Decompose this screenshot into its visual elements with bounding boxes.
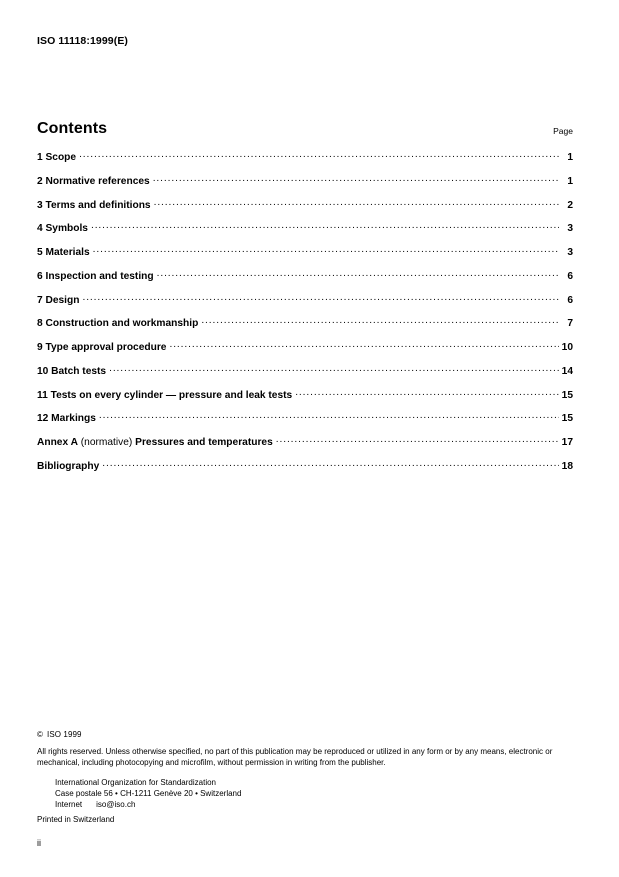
- iso-address-block: [55, 777, 577, 811]
- toc-dot-leader: [109, 364, 559, 374]
- toc-dot-leader: [153, 174, 559, 184]
- internet-email: iso@iso.ch: [96, 800, 136, 810]
- toc-entry-page-number: 6: [567, 294, 573, 306]
- toc-dot-leader: [201, 316, 559, 326]
- internet-label: Internet: [55, 800, 83, 810]
- toc-entry-page-number: 18: [561, 460, 573, 472]
- toc-entry-page-number: 14: [561, 365, 573, 377]
- toc-entry-label: 5 Materials: [37, 247, 90, 258]
- toc-entry[interactable]: [37, 411, 573, 435]
- copyright-line: [37, 730, 577, 739]
- toc-entry[interactable]: [37, 316, 573, 340]
- toc-entry-label: 4 Symbols: [37, 223, 88, 235]
- copyright-text: ISO 1999: [47, 730, 82, 739]
- toc-entry-page-number: 15: [561, 413, 573, 425]
- toc-entry[interactable]: [37, 150, 573, 174]
- toc-entry-label: 2 Normative references: [37, 175, 150, 187]
- contents-header-row: [37, 120, 573, 138]
- toc-entry-label: Annex A (normative) Pressures and temperatures: [37, 437, 273, 448]
- toc-entry-page-number: 3: [567, 223, 573, 235]
- toc-entry-label: Bibliography: [37, 460, 100, 472]
- toc-dot-leader: [102, 459, 559, 469]
- contents-title: Contents: [37, 120, 108, 137]
- toc-entry-page-number: 1: [567, 152, 573, 163]
- toc-entry[interactable]: [37, 174, 573, 198]
- toc-dot-leader: [154, 198, 559, 208]
- toc-dot-leader: [91, 221, 559, 231]
- toc-dot-leader: [93, 245, 559, 255]
- toc-entry-page-number: 10: [561, 342, 573, 353]
- page-folio: ii: [37, 838, 41, 848]
- organization-name: International Organization for Standardization: [55, 777, 216, 787]
- toc-entry[interactable]: [37, 245, 573, 269]
- toc-entry-page-number: 1: [567, 175, 573, 187]
- toc-dot-leader: [295, 388, 559, 398]
- toc-entry-label: 10 Batch tests: [37, 365, 107, 377]
- internet-line: [55, 799, 577, 810]
- toc-entry-label: 12 Markings: [37, 413, 96, 425]
- toc-entry-label: 1 Scope: [37, 152, 77, 163]
- footer-block: [37, 730, 577, 824]
- toc-entry[interactable]: [37, 388, 573, 412]
- toc-entry-page-number: 7: [567, 318, 573, 330]
- toc-entry[interactable]: [37, 293, 573, 317]
- toc-entry[interactable]: [37, 221, 573, 245]
- toc-entry-page-number: 17: [561, 437, 573, 448]
- toc-dot-leader: [169, 340, 559, 350]
- toc-entry-label: 6 Inspection and testing: [37, 270, 154, 282]
- toc-entry-page-number: 2: [567, 199, 573, 211]
- toc-entry[interactable]: [37, 459, 573, 483]
- toc-dot-leader: [157, 269, 559, 279]
- table-of-contents: [37, 150, 573, 483]
- printed-in-line: Printed in Switzerland: [37, 815, 115, 825]
- toc-entry[interactable]: [37, 435, 573, 459]
- toc-entry-page-number: 6: [567, 270, 573, 282]
- toc-dot-leader: [82, 293, 559, 303]
- toc-entry-label: 3 Terms and definitions: [37, 199, 151, 211]
- toc-dot-leader: [99, 411, 559, 421]
- postal-address: Case postale 56 • CH-1211 Genève 20 • Switzerland: [55, 788, 242, 798]
- page-column-label: Page: [553, 126, 573, 136]
- toc-dot-leader: [79, 150, 559, 160]
- toc-entry[interactable]: [37, 198, 573, 222]
- document-header: ISO 11118:1999(E): [37, 35, 129, 47]
- toc-entry-label: 11 Tests on every cylinder — pressure and leak tests: [37, 389, 293, 401]
- toc-entry-label: 9 Type approval procedure: [37, 342, 167, 353]
- toc-entry[interactable]: [37, 364, 573, 388]
- toc-entry-page-number: 15: [561, 389, 573, 401]
- copyright-icon: ©: [37, 730, 43, 739]
- toc-entry[interactable]: [37, 269, 573, 293]
- toc-dot-leader: [276, 435, 559, 445]
- toc-entry-page-number: 3: [567, 247, 573, 258]
- toc-entry-label: 8 Construction and workmanship: [37, 318, 199, 330]
- toc-entry-label: 7 Design: [37, 294, 80, 306]
- rights-reserved-text: All rights reserved. Unless otherwise specified, no part of this publication may be reproduced or utilized in any form or by any means, electronic or mechanical, including photocopying and microfilm, without permission in writing from the publisher.: [37, 747, 553, 768]
- toc-entry[interactable]: [37, 340, 573, 364]
